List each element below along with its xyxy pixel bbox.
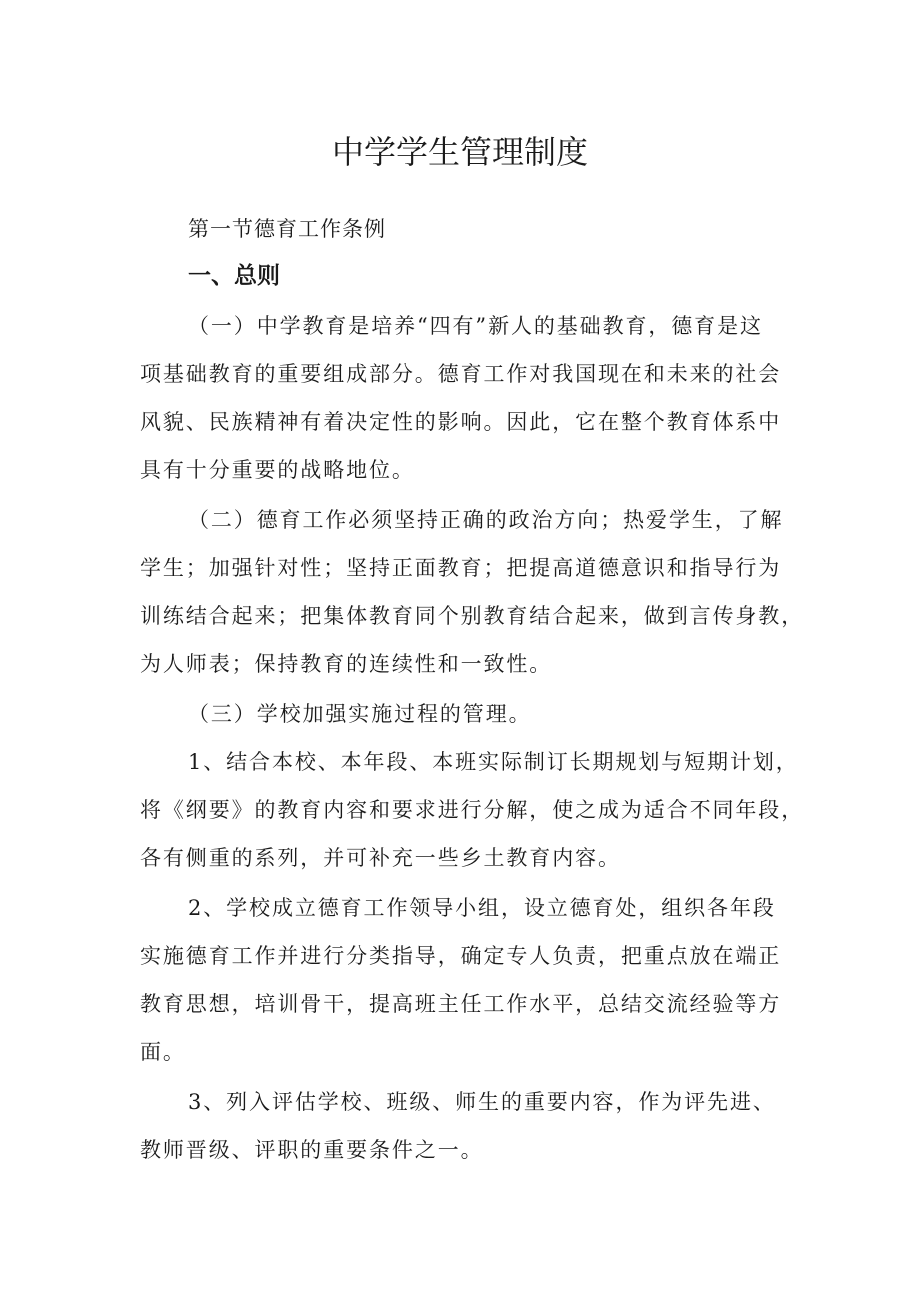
paragraph-line: 面。 [140, 1040, 186, 1064]
section-heading: 一、总则 [188, 263, 280, 289]
section-label: 第一节德育工作条例 [188, 217, 386, 241]
paragraph-line: 具有十分重要的战略地位。 [140, 458, 415, 482]
paragraph-line: 学生；加强针对性；坚持正面教育；把提高道德意识和指导行为 [140, 556, 782, 580]
paragraph-line: 3、列入评估学校、班级、师生的重要内容，作为评先进、 [188, 1090, 776, 1114]
paragraph-line: 2、学校成立德育工作领导小组，设立德育处，组织各年段 [188, 896, 776, 920]
paragraph-line: 项基础教育的重要组成部分。德育工作对我国现在和未来的社会 [140, 362, 782, 386]
paragraph-1 [140, 302, 790, 494]
paragraph-line: 为人师表；保持教育的连续性和一致性。 [140, 652, 553, 676]
paragraph-line: 风貌、民族精神有着决定性的影响。因此，它在整个教育体系中 [140, 410, 782, 434]
paragraph-line: （三）学校加强实施过程的管理。 [188, 702, 532, 726]
paragraph-line: 各有侧重的系列，并可补充一些乡土教育内容。 [140, 846, 621, 870]
paragraph-2 [140, 496, 805, 688]
paragraph-4 [140, 738, 805, 882]
paragraph-line: 将《纲要》的教育内容和要求进行分解，使之成为适合不同年段， [140, 798, 805, 822]
paragraph-line: （一）中学教育是培养“四有”新人的基础教育，德育是这 [188, 314, 763, 338]
paragraph-line: （二）德育工作必须坚持正确的政治方向；热爱学生，了解 [188, 508, 784, 532]
paragraph-line: 教育思想，培训骨干，提高班主任工作水平，总结交流经验等方 [140, 992, 782, 1016]
paragraph-3 [140, 690, 790, 738]
paragraph-line: 1、结合本校、本年段、本班实际制订长期规划与短期计划， [188, 750, 799, 774]
paragraph-6 [140, 1078, 790, 1174]
document-title: 中学学生管理制度 [331, 133, 588, 171]
paragraph-line: 训练结合起来；把集体教育同个别教育结合起来，做到言传身教， [140, 604, 805, 628]
paragraph-line: 教师晋级、评职的重要条件之一。 [140, 1138, 484, 1162]
paragraph-line: 实施德育工作并进行分类指导，确定专人负责，把重点放在端正 [140, 944, 782, 968]
paragraph-5 [140, 884, 790, 1076]
